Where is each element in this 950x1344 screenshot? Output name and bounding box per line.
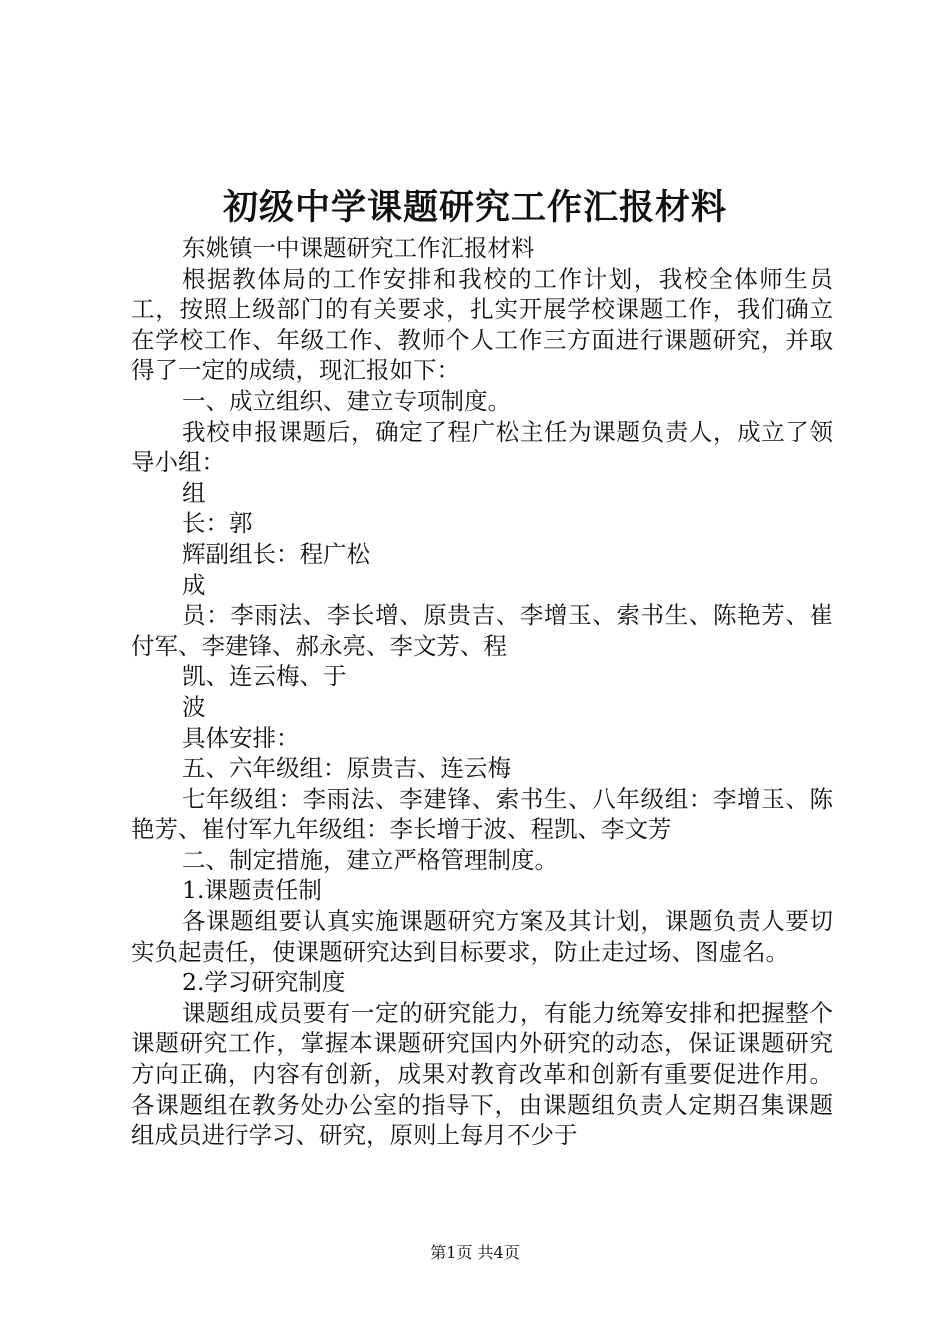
page-footer: 第1页 共4页 bbox=[430, 1243, 520, 1262]
paragraph: 各课题组要认真实施课题研究方案及其计划，课题负责人要切实负起责任，使课题研究达到目标要求，防止走过场、图虚名。 bbox=[131, 907, 833, 966]
paragraph: 课题组成员要有一定的研究能力，有能力统筹安排和把握整个课题研究工作，掌握本课题研究国内外研究的动态，保证课题研究方向正确，内容有创新，成果对教育改革和创新有重要促进作用。各课题组在教务处办公室的指导下，由课题组负责人定期召集课题组成员进行学习、研究，原则上每月不少于 bbox=[131, 998, 833, 1150]
paragraph: 长：郭 bbox=[182, 509, 253, 538]
section-heading: 二、制定措施，建立严格管理制度。 bbox=[182, 845, 558, 874]
paragraph: 东姚镇一中课题研究工作汇报材料 bbox=[182, 234, 535, 262]
document-body bbox=[131, 233, 833, 1151]
paragraph: 成 bbox=[182, 570, 206, 599]
paragraph: 根据教体局的工作安排和我校的工作计划，我校全体师生员工，按照上级部门的有关要求，扎实开展学校课题工作，我们确立在学校工作、年级工作、教师个人工作三方面进行课题研究，并取得了一定的成绩，现汇报如下： bbox=[131, 264, 833, 385]
paragraph: 波 bbox=[182, 692, 206, 721]
paragraph: 五、六年级组：原贵吉、连云梅 bbox=[182, 754, 511, 783]
section-heading: 一、成立组织、建立专项制度。 bbox=[182, 386, 511, 415]
paragraph: 七年级组：李雨法、李建锋、索书生、八年级组：李增玉、陈艳芳、崔付军九年级组：李长增于波、程凯、李文芳 bbox=[131, 784, 833, 844]
paragraph: 凯、连云梅、于 bbox=[182, 662, 347, 691]
subsection-heading: 1.课题责任制 bbox=[182, 876, 322, 905]
paragraph: 辉副组长：程广松 bbox=[182, 539, 370, 568]
paragraph: 具体安排： bbox=[182, 723, 300, 752]
paragraph: 员：李雨法、李长增、原贵吉、李增玉、索书生、陈艳芳、崔付军、李建锋、郝永亮、李文芳、程 bbox=[131, 601, 833, 660]
document-title: 初级中学课题研究工作汇报材料 bbox=[222, 187, 727, 228]
paragraph: 组 bbox=[182, 478, 206, 507]
subsection-heading: 2.学习研究制度 bbox=[182, 968, 346, 997]
paragraph: 我校申报课题后，确定了程广松主任为课题负责人，成立了领导小组： bbox=[131, 417, 833, 477]
